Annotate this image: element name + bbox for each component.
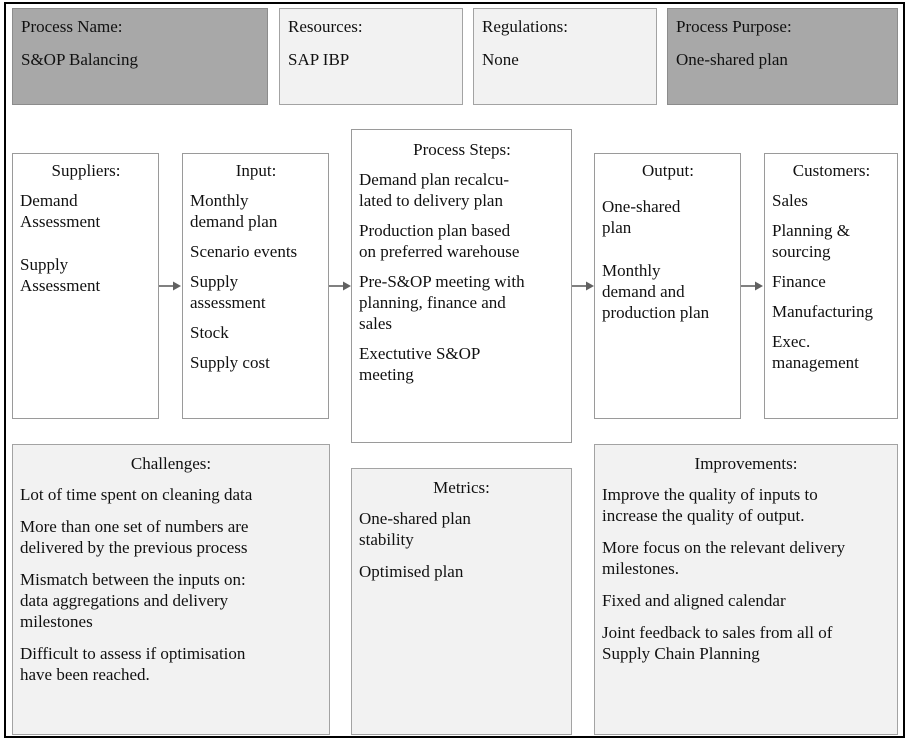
challenges-title: Challenges: [130,454,212,473]
arrow-right-icon [740,280,764,292]
resources-label: Resources: [288,17,363,36]
input-box [182,153,329,419]
customers-box [764,153,898,419]
metrics-title: Metrics: [433,478,490,497]
customers-item: Manufacturing [772,302,874,321]
improvements-item: Fixed and aligned calendar [602,591,786,610]
input-item: Supply assessment [190,272,266,312]
customers-item: Finance [772,272,826,291]
process-step-item: Pre-S&OP meeting with planning, finance and sales [359,272,525,333]
process-step-item: Production plan based on preferred warehouse [359,221,520,261]
customers-title: Customers: [792,161,871,180]
challenges-item: Difficult to assess if optimisation have been reached. [20,644,246,684]
metrics-item: One-shared plan stability [359,509,471,549]
suppliers-title: Suppliers: [51,161,121,180]
improvements-item: More focus on the relevant delivery milestones. [602,538,846,578]
process-step-item: Exectutive S&OP meeting [359,344,481,384]
customers-item: Planning & sourcing [772,221,850,261]
metrics-box [351,468,572,735]
output-item: Monthly demand and production plan [602,261,710,322]
process-step-item: Demand plan recalcu- lated to delivery plan [359,170,510,210]
regulations-box [473,8,657,105]
process-steps-title: Process Steps: [413,140,511,159]
process-steps-box [351,129,572,443]
arrow-right-icon [571,280,595,292]
challenges-item: Mismatch between the inputs on: data aggregations and delivery milestones [20,570,246,631]
suppliers-item: Supply Assessment [20,255,101,295]
customers-item: Sales [772,191,808,210]
improvements-item: Joint feedback to sales from all of Supply Chain Planning [602,623,833,663]
improvements-title: Improvements: [694,454,798,473]
arrow-right-icon [158,280,182,292]
resources-box [279,8,463,105]
process-name-label: Process Name: [21,17,123,36]
input-item: Stock [190,323,229,342]
improvements-item: Improve the quality of inputs to increase the quality of output. [602,485,818,525]
improvements-box [594,444,898,735]
output-item: One-shared plan [602,197,681,237]
process-name-box [12,8,268,105]
suppliers-box [12,153,159,419]
challenges-item: More than one set of numbers are delivered by the previous process [20,517,249,557]
metrics-item: Optimised plan [359,562,464,581]
output-box [594,153,741,419]
process-purpose-label: Process Purpose: [676,17,792,36]
input-item: Monthly demand plan [190,191,278,231]
challenges-item: Lot of time spent on cleaning data [20,485,253,504]
arrow-right-icon [328,280,352,292]
input-title: Input: [235,161,277,180]
suppliers-item: Demand Assessment [20,191,101,231]
regulations-label: Regulations: [482,17,568,36]
regulations-value: None [482,50,519,69]
output-title: Output: [642,161,694,180]
input-item: Scenario events [190,242,298,261]
challenges-box [12,444,330,735]
input-item: Supply cost [190,353,270,372]
process-purpose-value: One-shared plan [676,50,788,69]
customers-item: Exec. management [772,332,859,372]
process-purpose-box [667,8,898,105]
process-name-value: S&OP Balancing [21,50,138,69]
resources-value: SAP IBP [288,50,350,69]
